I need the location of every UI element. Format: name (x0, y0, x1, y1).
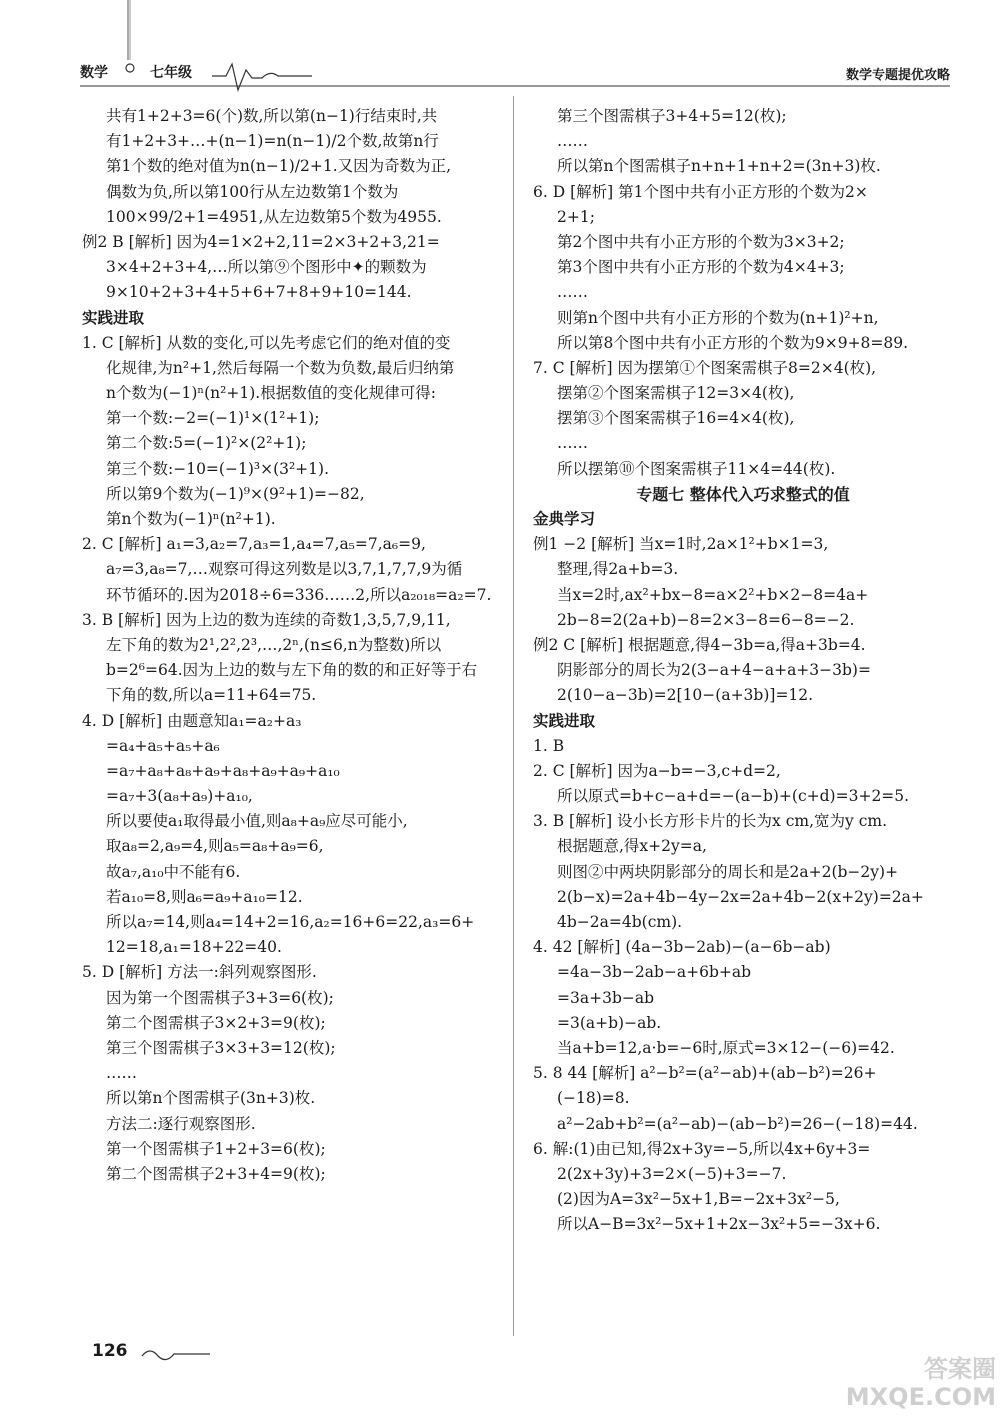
watermark-line2: MXQE.COM (845, 1383, 996, 1411)
text-line: 摆第②个图案需棋子12=3×4(枚), (557, 384, 795, 403)
text-line: 3×4+2+3+4,…所以第⑨个图形中✦的颗数为 (106, 258, 427, 277)
text-line: 例2 B [解析] 因为4=1×2+2,11=2×3+2+3,21= (82, 232, 440, 251)
text-line: 取a₈=2,a₉=4,则a₅=a₈+a₉=6, (106, 837, 324, 856)
text-line: 第三个图需棋子3×3+3=12(枚); (106, 1038, 336, 1057)
text-line: 根据题意,得x+2y=a, (557, 837, 707, 856)
text-line: 则图②中两块阴影部分的周长和是2a+2(b−2y)+ (557, 862, 899, 881)
text-line: 第2个图中共有小正方形的个数为3×3+2; (557, 232, 845, 251)
text-line: 化规律,为n²+1,然后每隔一个数为负数,最后归纳第 (106, 358, 455, 377)
text-line: 2. C [解析] a₁=3,a₂=7,a₃=1,a₄=7,a₅=7,a₆=9, (82, 535, 426, 554)
text-line: 4. D [解析] 由题意知a₁=a₂+a₃ (82, 711, 302, 730)
text-line: 第二个图需棋子2+3+4=9(枚); (106, 1164, 326, 1183)
text-line: 所以摆第⑩个图案需棋子11×4=44(枚). (557, 459, 836, 478)
text-line: 100×99/2+1=4951,从左边数第5个数为4955. (106, 207, 442, 226)
text-line: 2(2x+3y)+3=2×(−5)+3=−7. (557, 1164, 787, 1183)
text-line: 共有1+2+3=6(个)数,所以第(n−1)行结束时,共 (106, 107, 438, 125)
text-line: 所以第9个数为(−1)⁹×(9²+1)=−82, (106, 484, 365, 503)
text-line: 环节循环的.因为2018÷6=336……2,所以a₂₀₁₈=a₂=7. (106, 585, 492, 604)
text-line: 所以要使a₁取得最小值,则a₈+a₉应尽可能小, (106, 812, 408, 831)
text-line: …… (557, 434, 588, 453)
text-line: 当x=2时,ax²+bx−8=a×2²+b×2−8=4a+ (557, 585, 869, 604)
text-line: 第n个数为(−1)ⁿ(n²+1). (106, 510, 276, 528)
text-line: 第一个图需棋子1+2+3=6(枚); (106, 1139, 326, 1158)
text-line: 6. D [解析] 第1个图中共有小正方形的个数为2× (533, 182, 868, 201)
text-line: 摆第③个图案需棋子16=4×4(枚), (557, 409, 795, 428)
text-line: 7. C [解析] 因为摆第①个图案需棋子8=2×4(枚), (533, 358, 877, 377)
text-line: …… (106, 1064, 137, 1083)
text-line: =4a−3b−2ab−a+6b+ab (557, 963, 752, 982)
text-line: 金典学习 (533, 510, 596, 528)
watermark (846, 1355, 996, 1411)
text-line: 3. B [解析] 因为上边的数为连续的奇数1,3,5,7,9,11, (82, 610, 451, 629)
text-line: 4. 42 [解析] (4a−3b−2ab)−(a−6b−ab) (533, 938, 831, 957)
text-line: 下角的数,所以a=11+64=75. (106, 686, 317, 705)
column-divider (513, 96, 514, 1336)
text-line: (−18)=8. (557, 1089, 630, 1108)
right-column (533, 104, 953, 1237)
text-line: 故a₇,a₁₀中不能有6. (106, 862, 241, 881)
subject-label: 数学 (80, 65, 108, 81)
text-line: 专题七 整体代入巧求整式的值 (636, 484, 850, 504)
text-line: 3. B [解析] 设小长方形卡片的长为x cm,宽为y cm. (533, 812, 888, 831)
text-line: a₇=3,a₈=7,…观察可得这列数是以3,7,1,7,7,9为循 (106, 560, 463, 579)
left-column (82, 104, 502, 1187)
text-line: b=2⁶=64.因为上边的数与左下角的数的和正好等于右 (106, 661, 478, 680)
text-line: =3(a+b)−ab. (557, 1013, 662, 1032)
text-line: 12=18,a₁=18+22=40. (106, 938, 282, 957)
text-line: 2(10−a−3b)=2[10−(a+3b)]=12. (557, 686, 814, 705)
text-line: 例2 C [解析] 根据题意,得4−3b=a,得a+3b=4. (533, 635, 866, 654)
text-line: 4b−2a=4b(cm). (557, 913, 683, 931)
text-line: 偶数为负,所以第100行从左边数第1个数为 (106, 182, 399, 201)
text-line: 5. 8 44 [解析] a²−b²=(a²−ab)+(ab−b²)=26+ (533, 1064, 877, 1083)
text-line: 所以a₇=14,则a₄=14+2=16,a₂=16+6=22,a₃=6+ (106, 913, 475, 931)
text-line: 有1+2+3+…+(n−1)=n(n−1)/2个数,故第n行 (106, 132, 439, 151)
text-line: 第二个数:5=(−1)²×(2²+1); (106, 434, 307, 453)
text-line: 所以第n个图需棋子(3n+3)枚. (106, 1089, 316, 1108)
page-header (0, 0, 1000, 100)
text-line: n个数为(−1)ⁿ(n²+1).根据数值的变化规律可得: (106, 384, 436, 403)
text-line: 当a+b=12,a·b=−6时,原式=3×12−(−6)=42. (557, 1038, 895, 1057)
text-line: 则第n个图中共有小正方形的个数为(n+1)²+n, (557, 308, 879, 327)
grade-label: 七年级 (150, 65, 192, 81)
text-line: 第三个数:−10=(−1)³×(3²+1). (106, 459, 330, 478)
text-line: (2)因为A=3x²−5x+1,B=−2x+3x²−5, (557, 1190, 840, 1209)
text-line: =a₇+3(a₈+a₉)+a₁₀, (106, 787, 253, 806)
text-line: 实践进取 (533, 711, 596, 730)
text-line: 整理,得2a+b=3. (557, 560, 679, 579)
text-line: …… (557, 132, 588, 151)
footer-wave-icon (140, 1344, 220, 1364)
page-number: 126 (92, 1341, 128, 1361)
text-line: 第1个数的绝对值为n(n−1)/2+1.又因为奇数为正, (106, 157, 452, 176)
text-line: 因为第一个图需棋子3+3=6(枚); (106, 988, 334, 1007)
text-line: 例1 −2 [解析] 当x=1时,2a×1²+b×1=3, (533, 535, 829, 554)
text-line: 第3个图中共有小正方形的个数为4×4+3; (557, 258, 845, 277)
text-line: 阴影部分的周长为2(3−a+4−a+a+3−3b)= (557, 661, 871, 680)
text-line: 若a₁₀=8,则a₆=a₉+a₁₀=12. (106, 887, 303, 906)
text-line: 所以第8个图中共有小正方形的个数为9×9+8=89. (557, 333, 909, 352)
text-line: 6. 解:(1)由已知,得2x+3y=−5,所以4x+6y+3= (533, 1139, 871, 1158)
text-line: 所以第n个图需棋子n+n+1+n+2=(3n+3)枚. (557, 157, 881, 176)
text-line: 1. B (533, 736, 565, 755)
header-decoration (0, 0, 1000, 100)
text-line: 所以原式=b+c−a+d=−(a−b)+(c+d)=3+2=5. (557, 787, 910, 806)
book-title: 数学专题提优攻略 (845, 68, 950, 83)
text-line: 2+1; (557, 207, 595, 226)
text-line: 第一个数:−2=(−1)¹×(1²+1); (106, 409, 320, 428)
text-line: 第三个图需棋子3+4+5=12(枚); (557, 107, 787, 125)
text-line: 2(b−x)=2a+4b−4y−2x=2a+4b−2(x+2y)=2a+ (557, 887, 924, 906)
text-line: …… (557, 283, 588, 302)
text-line: =a₄+a₅+a₅+a₆ (106, 736, 220, 755)
text-line: =3a+3b−ab (557, 988, 655, 1007)
text-line: 2b−8=2(2a+b)−8=2×3−8=6−8=−2. (557, 610, 855, 629)
text-line: 实践进取 (82, 308, 145, 327)
text-line: 所以A−B=3x²−5x+1+2x−3x²+5=−3x+6. (557, 1215, 881, 1234)
text-line: 5. D [解析] 方法一:斜列观察图形. (82, 963, 317, 982)
text-line: 第二个图需棋子3×2+3=9(枚); (106, 1013, 326, 1032)
watermark-line1: 答案圈 (924, 1355, 996, 1383)
text-line: a²−2ab+b²=(a²−ab)−(ab−b²)=26−(−18)=44. (557, 1114, 918, 1133)
text-line: 1. C [解析] 从数的变化,可以先考虑它们的绝对值的变 (82, 333, 451, 352)
text-line: =a₇+a₈+a₈+a₉+a₈+a₉+a₉+a₁₀ (106, 761, 340, 780)
text-line: 左下角的数为2¹,2²,2³,…,2ⁿ,(n≤6,n为整数)所以 (106, 635, 442, 654)
text-line: 9×10+2+3+4+5+6+7+8+9+10=144. (106, 283, 412, 302)
text-line: 2. C [解析] 因为a−b=−3,c+d=2, (533, 761, 781, 780)
text-line: 方法二:逐行观察图形. (106, 1114, 256, 1133)
